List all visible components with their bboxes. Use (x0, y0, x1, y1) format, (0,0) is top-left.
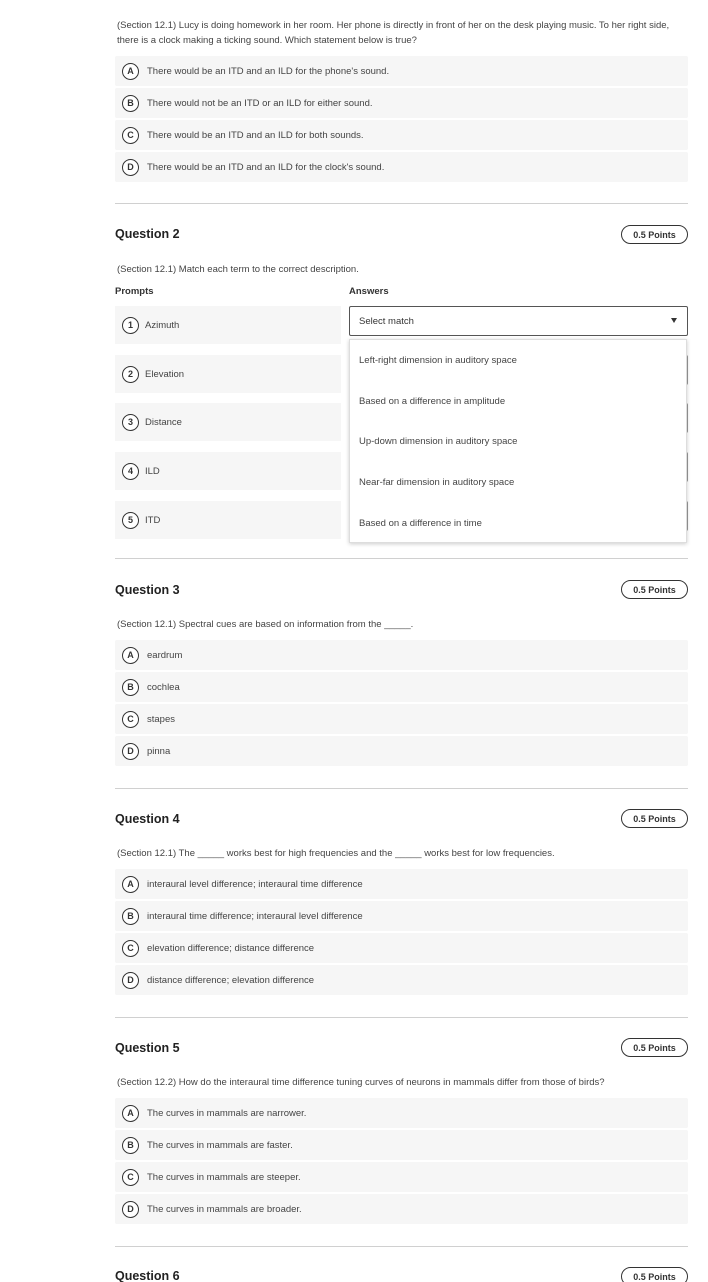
prompt-label: Azimuth (145, 319, 180, 331)
prompt-row-distance (115, 403, 341, 441)
prompt-number: 2 (122, 366, 139, 383)
divider (115, 1017, 688, 1018)
option-letter: A (122, 63, 139, 80)
option-text: The curves in mammals are faster. (147, 1139, 293, 1151)
prompt-row-itd (115, 501, 341, 539)
option-letter: B (122, 95, 139, 112)
q2-prompt: (Section 12.1) Match each term to the correct description. (117, 264, 359, 275)
q5-option-d[interactable] (115, 1194, 688, 1224)
dropdown-option[interactable]: Left-right dimension in auditory space (359, 354, 517, 366)
q5-option-c[interactable] (115, 1162, 688, 1192)
q1-prompt: (Section 12.1) Lucy is doing homework in her room. Her phone is directly in front of her on the desk playing music. To her right side, there is a clock making a ticking sound. Which statement below is true? (117, 20, 670, 46)
option-text: There would not be an ITD or an ILD for either sound. (147, 97, 373, 109)
option-text: pinna (147, 745, 171, 757)
question-title: Question 2 (115, 227, 180, 241)
question-title: Question 4 (115, 812, 180, 826)
option-text: stapes (147, 713, 175, 725)
q3-option-b[interactable] (115, 672, 688, 702)
option-letter: B (122, 679, 139, 696)
points-badge: 0.5 Points (621, 809, 688, 828)
option-text: The curves in mammals are broader. (147, 1203, 302, 1215)
option-letter: D (122, 743, 139, 760)
option-text: interaural time difference; interaural level difference (147, 910, 363, 922)
option-letter: C (122, 1169, 139, 1186)
option-letter: D (122, 1201, 139, 1218)
prompt-label: Distance (145, 416, 182, 428)
match-dropdown-menu (349, 339, 687, 543)
option-text: interaural level difference; interaural time difference (147, 878, 363, 890)
q1-option-c[interactable] (115, 120, 688, 150)
question-title: Question 5 (115, 1041, 180, 1055)
prompt-label: ILD (145, 465, 160, 477)
prompt-number: 1 (122, 317, 139, 334)
prompts-column-label: Prompts (115, 286, 154, 297)
q3-prompt: (Section 12.1) Spectral cues are based on information from the _____. (117, 619, 414, 630)
q4-option-c[interactable] (115, 933, 688, 963)
option-letter: A (122, 647, 139, 664)
answers-column-label: Answers (349, 286, 389, 297)
option-text: eardrum (147, 649, 183, 661)
points-badge: 0.5 Points (621, 225, 688, 244)
prompt-number: 3 (122, 414, 139, 431)
option-letter: A (122, 1105, 139, 1122)
question-title: Question 3 (115, 583, 180, 597)
prompt-number: 5 (122, 512, 139, 529)
option-text: The curves in mammals are narrower. (147, 1107, 307, 1119)
match-select-azimuth[interactable] (349, 306, 688, 336)
q1-option-b[interactable] (115, 88, 688, 118)
divider (115, 203, 688, 204)
dropdown-option[interactable]: Based on a difference in amplitude (359, 395, 506, 407)
q1-option-d[interactable] (115, 152, 688, 182)
prompt-row-azimuth (115, 306, 341, 344)
points-badge: 0.5 Points (621, 1267, 688, 1282)
q4-option-a[interactable] (115, 869, 688, 899)
option-letter: C (122, 711, 139, 728)
prompt-row-ild (115, 452, 341, 490)
option-letter: D (122, 159, 139, 176)
option-text: The curves in mammals are steeper. (147, 1171, 301, 1183)
dropdown-option[interactable]: Based on a difference in time (359, 518, 482, 530)
option-text: distance difference; elevation difference (147, 974, 315, 986)
q3-option-c[interactable] (115, 704, 688, 734)
question-title: Question 6 (115, 1269, 180, 1282)
option-text: elevation difference; distance difference (147, 942, 315, 954)
q5-option-a[interactable] (115, 1098, 688, 1128)
q5-option-b[interactable] (115, 1130, 688, 1160)
prompt-label: ITD (145, 514, 161, 526)
q3-option-d[interactable] (115, 736, 688, 766)
q3-option-a[interactable] (115, 640, 688, 670)
q4-option-d[interactable] (115, 965, 688, 995)
points-badge: 0.5 Points (621, 1038, 688, 1057)
option-text: There would be an ITD and an ILD for both sounds. (147, 129, 364, 141)
option-text: There would be an ITD and an ILD for the phone's sound. (147, 65, 390, 77)
q4-option-b[interactable] (115, 901, 688, 931)
option-text: cochlea (147, 681, 180, 693)
prompt-label: Elevation (145, 368, 185, 380)
option-text: There would be an ITD and an ILD for the clock's sound. (147, 161, 385, 173)
divider (115, 558, 688, 559)
option-letter: C (122, 127, 139, 144)
caret-down-icon (671, 318, 677, 323)
prompt-row-elevation (115, 355, 341, 393)
dropdown-option[interactable]: Up-down dimension in auditory space (359, 436, 518, 448)
dropdown-option[interactable]: Near-far dimension in auditory space (359, 477, 515, 489)
prompt-number: 4 (122, 463, 139, 480)
divider (115, 788, 688, 789)
option-letter: C (122, 940, 139, 957)
option-letter: B (122, 1137, 139, 1154)
q5-prompt: (Section 12.2) How do the interaural time difference tuning curves of neurons in mammals differ from those of birds? (117, 1077, 605, 1088)
select-placeholder: Select match (359, 315, 414, 327)
q1-option-a[interactable] (115, 56, 688, 86)
points-badge: 0.5 Points (621, 580, 688, 599)
q4-prompt: (Section 12.1) The _____ works best for high frequencies and the _____ works best for low frequencies. (117, 848, 555, 859)
option-letter: A (122, 876, 139, 893)
divider (115, 1246, 688, 1247)
option-letter: B (122, 908, 139, 925)
option-letter: D (122, 972, 139, 989)
